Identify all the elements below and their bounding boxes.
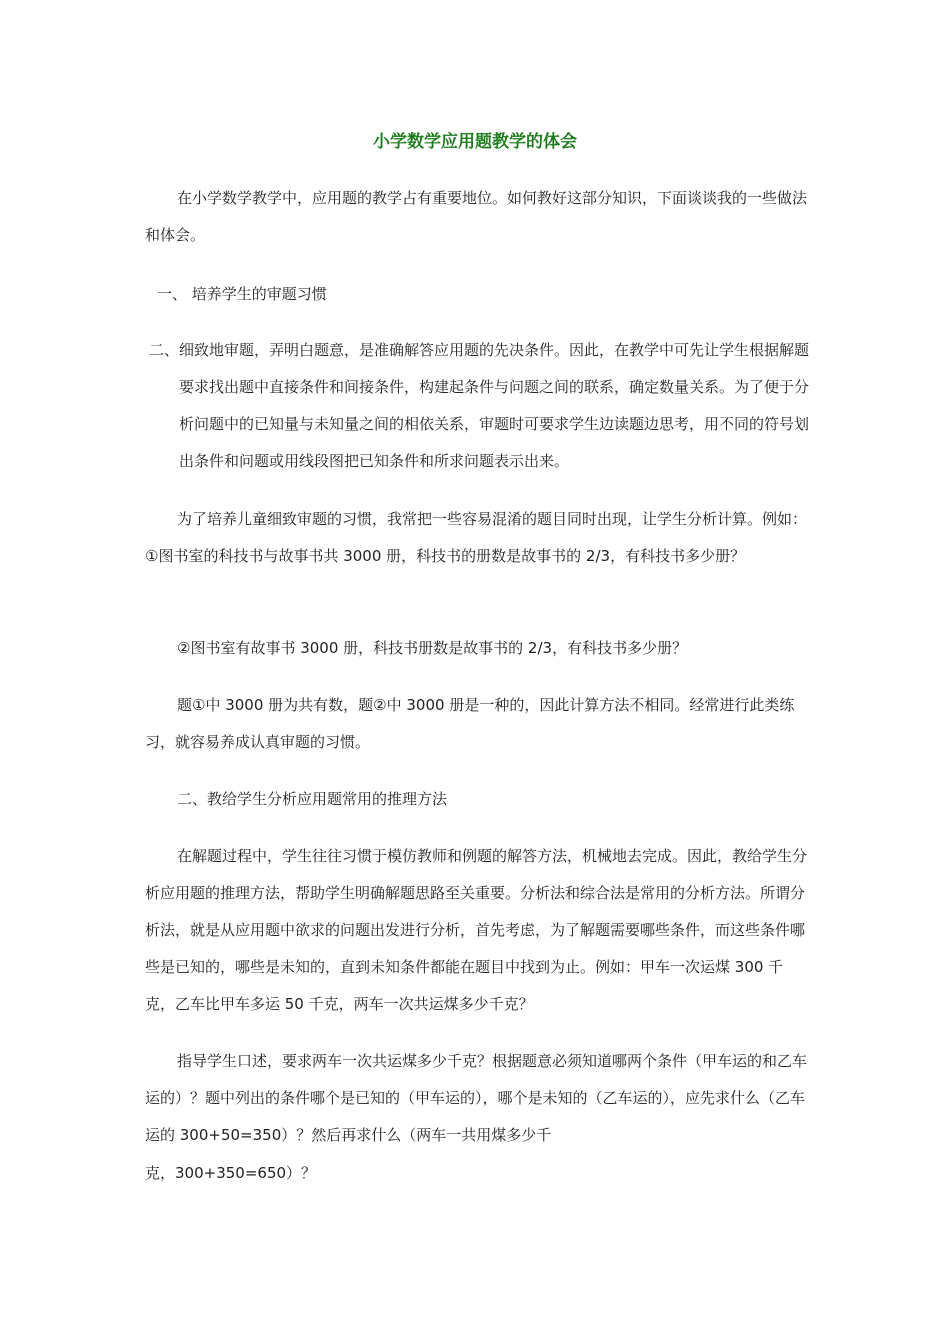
- paragraph-guided-oral: 指导学生口述，要求两车一次共运煤多少千克？根据题意必须知道哪两个条件（甲车运的和乙车运的）？题中列出的条件哪个是已知的（甲车运的），哪个是未知的（乙车运的），应先求什么（乙车运的 300+50=350）？然后再求什么（两车一共用煤多少千: [145, 1052, 808, 1144]
- document-title: 小学数学应用题教学的体会: [373, 132, 577, 152]
- intro-paragraph: 在小学数学教学中，应用题的教学占有重要地位。如何教好这部分知识，下面谈谈我的一些做法和体会。: [145, 189, 808, 244]
- paragraph-review-conditions: 二、细致地审题，弄明白题意，是准确解答应用题的先决条件。因此，在教学中可先让学生根据解题要求找出题中直接条件和间接条件，构建起条件与问题之间的联系，确定数量关系。为了便于分析问题中的已知量与未知量之间的相依关系，审题时可要求学生边读题边思考，用不同的符号划出条件和问题或用线段图把已知条件和所求问题表示出来。: [149, 341, 810, 470]
- paragraph-example-1: 为了培养儿童细致审题的习惯，我常把一些容易混淆的题目同时出现，让学生分析计算。例如：①图书室的科技书与故事书共 3000 册，科技书的册数是故事书的 2/3，有科技书多少册？: [145, 510, 808, 565]
- paragraph-example-2: ②图书室有故事书 3000 册，科技书册数是故事书的 2/3，有科技书多少册？: [177, 639, 688, 657]
- paragraph-comparison: 题①中 3000 册为共有数，题②中 3000 册是一种的，因此计算方法不相同。经常进行此类练习，就容易养成认真审题的习惯。: [145, 696, 795, 751]
- paragraph-guided-oral-end: 克，300+350=650）？: [145, 1164, 317, 1182]
- paragraph-analysis-method: 在解题过程中，学生往往习惯于模仿教师和例题的解答方法，机械地去完成。因此，教给学生分析应用题的推理方法，帮助学生明确解题思路至关重要。分析法和综合法是常用的分析方法。所谓分析法，就是从应用题中欲求的问题出发进行分析，首先考虑，为了解题需要哪些条件，而这些条件哪些是已知的，哪些是未知的，直到未知条件都能在题目中找到为止。例如：甲车一次运煤 300 千克，乙车比甲车多运 50 千克，两车一次共运煤多少千克？: [145, 847, 808, 1013]
- section-heading-1: 一、 培养学生的审题习惯: [157, 285, 327, 303]
- section-heading-2: 二、教给学生分析应用题常用的推理方法: [177, 790, 448, 808]
